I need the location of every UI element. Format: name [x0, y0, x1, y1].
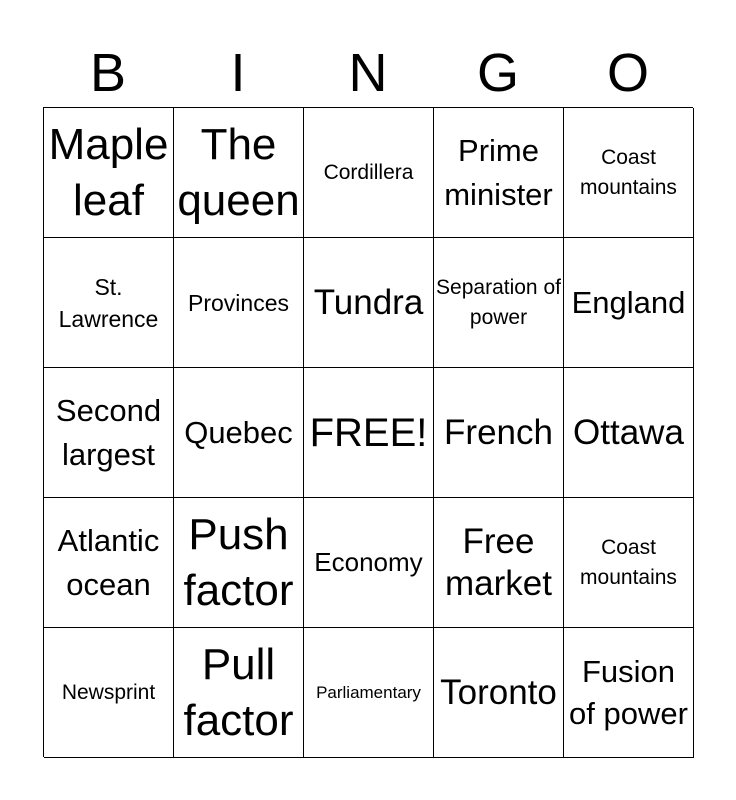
bingo-cell[interactable]: [174, 108, 304, 238]
cell-label: Provinces: [188, 289, 289, 316]
cell-label: Second largest: [55, 392, 162, 472]
header-letter-b: B: [89, 43, 127, 103]
cell-label: Ottawa: [573, 412, 684, 452]
cell-label: Coast mountains: [580, 145, 677, 199]
cell-label: Maple leaf: [48, 119, 169, 225]
bingo-cell[interactable]: [174, 498, 304, 628]
bingo-cell[interactable]: [44, 108, 174, 238]
bingo-cell[interactable]: [564, 498, 694, 628]
cell-label: Quebec: [184, 414, 293, 450]
bingo-board: [43, 107, 693, 757]
header-letter-i: I: [230, 43, 246, 103]
cell-label: Coast mountains: [580, 535, 677, 589]
bingo-cell[interactable]: [564, 108, 694, 238]
cell-label: Parliamentary: [316, 682, 421, 702]
cell-label: Fusion of power: [569, 653, 688, 731]
cell-label: Atlantic ocean: [57, 522, 160, 602]
cell-label: England: [571, 284, 686, 320]
cell-label: Pull factor: [183, 639, 294, 745]
bingo-cell[interactable]: [434, 238, 564, 368]
bingo-cell[interactable]: [44, 368, 174, 498]
bingo-header: [43, 38, 693, 108]
bingo-cell[interactable]: [434, 368, 564, 498]
header-letter-n: N: [348, 43, 388, 103]
bingo-cell[interactable]: [434, 628, 564, 758]
cell-label: French: [444, 412, 553, 452]
cell-label: The queen: [177, 119, 300, 225]
bingo-cell[interactable]: [304, 108, 434, 238]
cell-label: Newsprint: [61, 680, 156, 704]
bingo-cell[interactable]: [304, 628, 434, 758]
bingo-cell[interactable]: [564, 368, 694, 498]
cell-label: Separation of power: [436, 275, 561, 329]
cell-label: Economy: [314, 547, 423, 577]
cell-label: Tundra: [313, 282, 424, 322]
cell-label: Prime minister: [444, 132, 553, 212]
free-space-label: FREE!: [309, 410, 428, 455]
bingo-cell[interactable]: [304, 238, 434, 368]
header-letter-o: O: [606, 43, 649, 103]
bingo-cell[interactable]: [174, 628, 304, 758]
bingo-cell[interactable]: [564, 238, 694, 368]
cell-label: St. Lawrence: [58, 273, 159, 332]
bingo-cell[interactable]: [304, 498, 434, 628]
bingo-cell free-space[interactable]: [304, 368, 434, 498]
bingo-cell[interactable]: [564, 628, 694, 758]
bingo-cell[interactable]: [434, 108, 564, 238]
cell-label: Cordillera: [323, 160, 414, 184]
cell-label: Push factor: [183, 509, 294, 615]
cell-label: Free market: [445, 521, 552, 603]
bingo-cell[interactable]: [174, 238, 304, 368]
bingo-cell[interactable]: [44, 498, 174, 628]
header-letter-g: G: [476, 43, 519, 103]
bingo-cell[interactable]: [434, 498, 564, 628]
bingo-cell[interactable]: [174, 368, 304, 498]
bingo-cell[interactable]: [44, 238, 174, 368]
bingo-cell[interactable]: [44, 628, 174, 758]
cell-label: Toronto: [440, 672, 557, 712]
